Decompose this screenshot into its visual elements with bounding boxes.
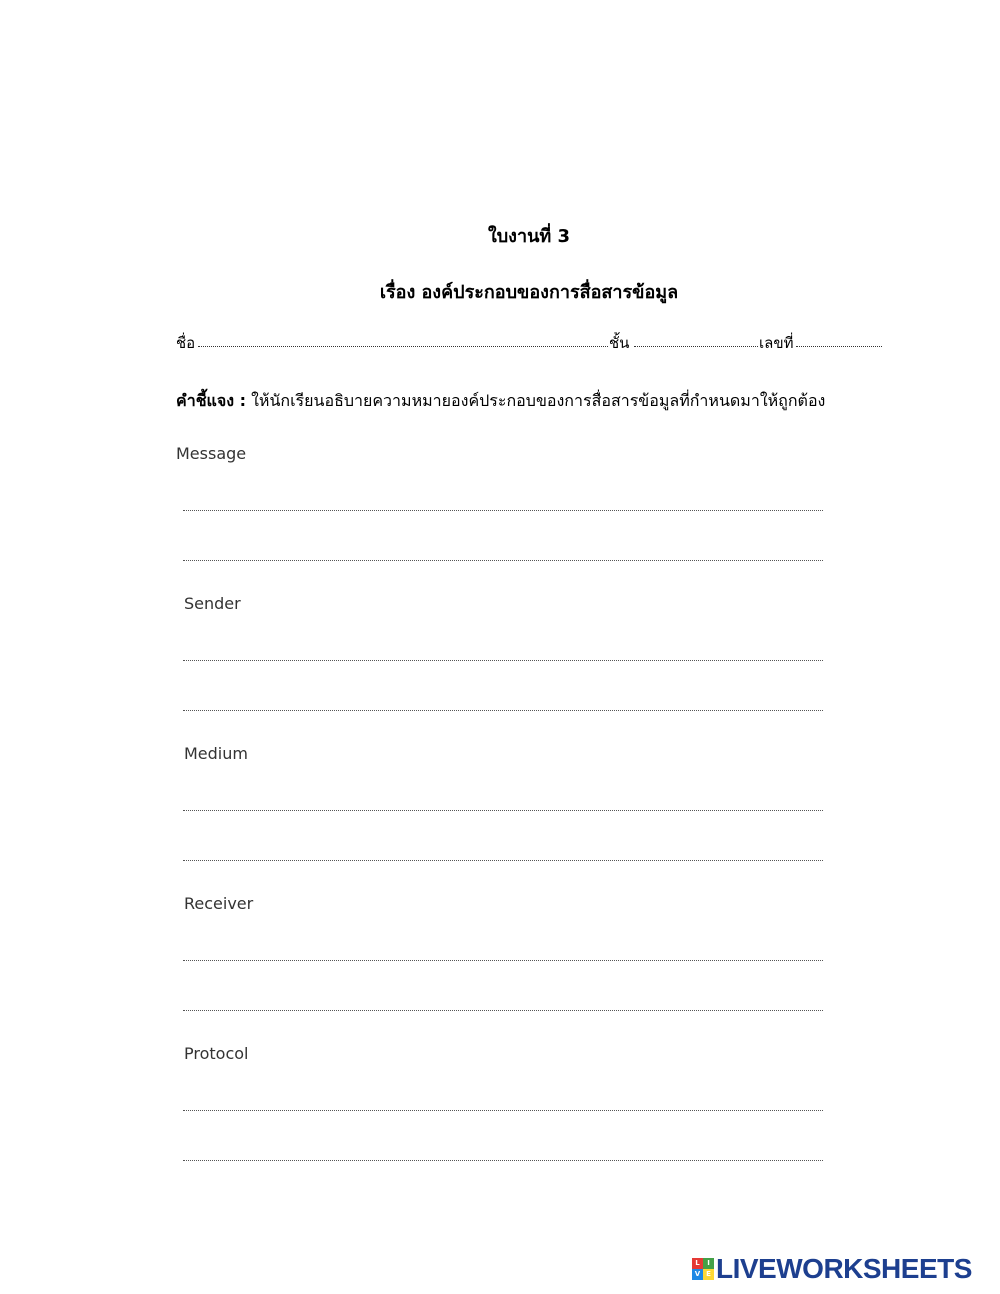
name-label: ชื่อ xyxy=(176,334,196,352)
worksheet-subtitle: เรื่อง องค์ประกอบของการสื่อสารข้อมูล xyxy=(379,282,679,303)
badge-letter: V xyxy=(692,1269,703,1280)
answer-line-receiver-2[interactable] xyxy=(183,1010,823,1011)
answer-line-message-1[interactable] xyxy=(183,510,823,511)
answer-line-medium-2[interactable] xyxy=(183,860,823,861)
class-field[interactable] xyxy=(634,346,758,347)
logo-text: LIVEWORKSHEETS xyxy=(716,1253,972,1284)
section-label-receiver: Receiver xyxy=(184,894,254,913)
answer-line-sender-2[interactable] xyxy=(183,710,823,711)
answer-line-receiver-1[interactable] xyxy=(183,960,823,961)
instruction-label: คำชี้แจง : xyxy=(176,391,247,410)
answer-line-protocol-2[interactable] xyxy=(183,1160,823,1161)
section-label-message: Message xyxy=(176,444,247,463)
instruction-text xyxy=(176,389,916,414)
answer-line-medium-1[interactable] xyxy=(183,810,823,811)
worksheet-title: ใบงานที่ 3 xyxy=(487,226,571,247)
answer-line-protocol-1[interactable] xyxy=(183,1110,823,1111)
class-label: ชั้น xyxy=(609,334,630,352)
badge-letter: L xyxy=(692,1258,703,1269)
instruction-body: ให้นักเรียนอธิบายความหมายองค์ประกอบของการสื่อสารข้อมูลที่กำหนดมาให้ถูกต้อง xyxy=(246,391,826,410)
liveworksheets-logo xyxy=(692,1254,972,1284)
section-label-protocol: Protocol xyxy=(184,1044,249,1063)
badge-letter: I xyxy=(703,1258,714,1269)
name-field[interactable] xyxy=(198,346,608,347)
logo-badge-icon xyxy=(692,1258,714,1280)
student-info-row xyxy=(176,331,882,351)
number-label: เลขที่ xyxy=(759,334,794,352)
answer-line-message-2[interactable] xyxy=(183,560,823,561)
section-label-sender: Sender xyxy=(184,594,241,613)
number-field[interactable] xyxy=(796,346,882,347)
badge-letter: E xyxy=(703,1269,714,1280)
answer-line-sender-1[interactable] xyxy=(183,660,823,661)
section-label-medium: Medium xyxy=(184,744,248,763)
